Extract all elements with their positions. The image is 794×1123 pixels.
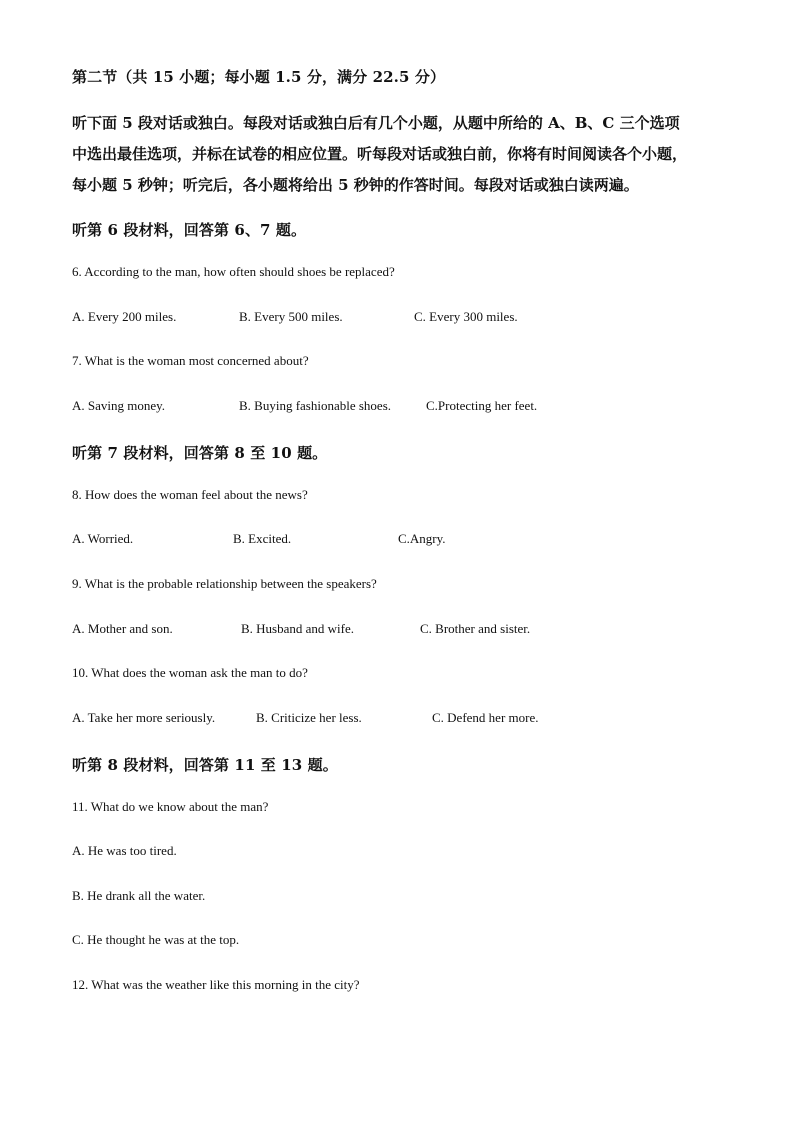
option-b: B. Husband and wife.	[241, 621, 355, 636]
option-b: B. Excited.	[233, 531, 292, 546]
options-9	[72, 621, 732, 639]
option-c: C.Protecting her feet.	[426, 398, 538, 413]
options-10	[72, 710, 732, 728]
option-c-line: C. He thought he was at the top.	[72, 932, 240, 947]
group-title-7: 听第 7 段材料，回答第 8 至 10 题。	[72, 444, 328, 462]
question-9: 9. What is the probable relationship between the speakers?	[72, 576, 377, 591]
option-a: A. Mother and son.	[72, 621, 173, 636]
group-title-6: 听第 6 段材料，回答第 6、7 题。	[72, 221, 307, 239]
option-a: A. Every 200 miles.	[72, 309, 177, 324]
option-a: A. Worried.	[72, 531, 134, 546]
option-a: A. Take her more seriously.	[72, 710, 216, 725]
section-title: 第二节（共 15 小题；每小题 1.5 分，满分 22.5 分）	[72, 68, 446, 86]
option-a-line: A. He was too tired.	[72, 843, 177, 858]
option-a: A. Saving money.	[72, 398, 166, 413]
options-7	[72, 398, 732, 416]
option-c: C.Angry.	[398, 531, 446, 546]
instructions-line-2: 中选出最佳选项，并标在试卷的相应位置。听每段对话或独白前，你将有时间阅读各个小题，	[72, 145, 688, 163]
question-6: 6. According to the man, how often should shoes be replaced?	[72, 264, 395, 279]
group-title-8: 听第 8 段材料，回答第 11 至 13 题。	[72, 756, 338, 774]
instructions-line-1: 听下面 5 段对话或独白。每段对话或独白后有几个小题，从题中所给的 A、B、C 三个选项	[72, 114, 680, 132]
question-8: 8. How does the woman feel about the news?	[72, 487, 308, 502]
option-b: B. Criticize her less.	[256, 710, 362, 725]
instructions-line-3: 每小题 5 秒钟；听完后，各小题将给出 5 秒钟的作答时间。每段对话或独白读两遍。	[72, 176, 639, 194]
option-c: C. Brother and sister.	[420, 621, 531, 636]
question-11: 11. What do we know about the man?	[72, 799, 269, 814]
question-10: 10. What does the woman ask the man to do?	[72, 665, 308, 680]
option-b-line: B. He drank all the water.	[72, 888, 206, 903]
option-b: B. Buying fashionable shoes.	[239, 398, 392, 413]
options-8	[72, 531, 732, 549]
option-c: C. Every 300 miles.	[414, 309, 518, 324]
question-7: 7. What is the woman most concerned about?	[72, 353, 309, 368]
option-b: B. Every 500 miles.	[239, 309, 343, 324]
option-c: C. Defend her more.	[432, 710, 539, 725]
options-6	[72, 309, 732, 327]
question-12: 12. What was the weather like this morning in the city?	[72, 977, 360, 992]
